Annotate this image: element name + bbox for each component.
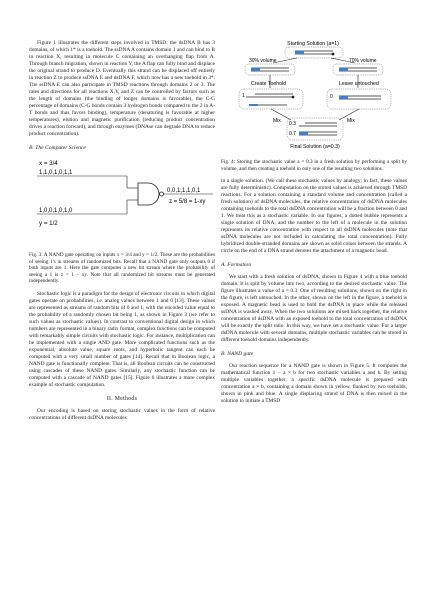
create-toehold-label: Create Toehold	[251, 81, 287, 87]
untouched-solution-value-0: 0	[330, 94, 333, 100]
paragraph-encoding: Our encoding is based on storing stochastic values in the form of relative concentrations of different dsDNA molecules	[29, 407, 215, 421]
split-right-toehold	[339, 68, 348, 71]
split-left-toehold	[251, 68, 260, 71]
final-value-07: 0.7	[289, 131, 296, 137]
mix-label-right: Mix	[347, 118, 355, 124]
nand-gate-symbol	[138, 183, 159, 205]
figure-3-caption: Fig. 3: A NAND gate operating on inputs x = 3/4 and y = 1/2. These are the probabilities of seeing 1's in streams of randomized bits. Recall that a NAND gate only outputs 0 if both inputs are 1. Here the gate computes a new bit stream where the probability of seeing a 1 is z = 1 − xy. Note that all randomized bit streams must be generated independently.	[29, 252, 215, 285]
left-column	[29, 40, 215, 422]
leave-untouched-label: Leave untouched	[339, 81, 379, 87]
mix-label-left: Mix	[273, 118, 281, 124]
paragraph-formation: We start with a fresh solution of dsDNA, shown in Figure 4 with a blue toehold domain. It is split by volume into two, according to the desired stochastic value. The figure illustrates a value of a = 0.3. One of resulting solutions, shown on the right in the figure, is left untouched. In the other, shown on the left in the figure, a toehold is exposed. A magnetic bead is used to hold the dsDNA in place while the released ssDNA is washed away. When the two solutions are mixed back together, the relative concentration of dsDNA with an exposed toehold to the total concentration of dsDNA will be exactly the split ratio. In this way, we have set a stochastic value. For a larger dsDNA molecule with several domains, multiple stochastic variables can be stored in different toehold domains independently.	[221, 274, 407, 344]
input-2-bitstream: 1,0,0,1,0,1,0	[39, 208, 73, 214]
paragraph-stochastic-values: in a single solution. (We call these stochastic values by analogy; in fact, these values are fully deterministic). Computation on the stored values is achieved through TMSD reactions. For a solution containing a standard volume and concentration (called a fresh solution) of dsDNA molecules, the relative concentration of dsDNA molecules containing toeholds to the total dsDNA concentration will be a fraction between 0 and 1. We treat this as a stochastic variable. In our figures, a dotted bubble represents a single solution of DNA, and the number to the left of a molecule in the solution represents its relative concentration with respect to all dsDNA molecules (note that ssDNA molecules are not included in calculating the total concentration). Fully hybridized double-stranded domains are shown as solid colors between the strands. A circle on the end of a DNA strand denotes the attachment of a magnetic bead.	[221, 178, 407, 255]
final-solution-label: Final Solution (a=0.3)	[290, 144, 340, 150]
paragraph-stochastic-logic: Stochastic logic is a paradigm for the design of electronic circuits in which digital gates operate on probabilities, i.e. analog values between 1 and 0 [13]. These values are represented as streams of random bits of 0 and 1, with the encoded value equal to the probability of a randomly chosen bit being 1, as shown in Figure 3 (we refer to such values as stochastic values). In contrast to conventional digital design in which numbers are represented in a binary radix format, complex functions can be computed with remarkably simple circuits with stochastic logic. For instance, multiplication can be implemented with a single AND gate. More complicated functions such as the exponential, absolute value, square roots, and hyperbolic tangent can each be computed with a very small number of gates [14]. Recall that in Boolean logic, a NAND gate is functionally complete. That is, all Boolean circuits can be constructed using cascades of these NAND gates. Similarly, any stochastic function can be computed with a cascade of NAND gates [15]. Figure 6 illustrates a more complex example of stochastic computation.	[29, 290, 215, 388]
output-z-label: z = 5/8 = 1-xy	[169, 199, 206, 205]
starting-solution-bubble	[285, 47, 343, 58]
final-intact-toehold	[299, 132, 308, 135]
toehold-solution-bubble	[239, 89, 303, 109]
figure-3-nand-gate	[29, 157, 215, 285]
figure-4-formation	[221, 40, 407, 172]
right-column	[221, 40, 407, 405]
subsection-heading-nand-gate: B. NAND gate	[221, 351, 254, 358]
input-x-label: x = 3/4	[39, 160, 58, 167]
figure-4-caption: Fig. 4: Storing the stochastic value a = 0.3 in a fresh solution by performing a split by volume, and then creating a toehold in only one of the resulting two solutions.	[221, 159, 407, 172]
untouched-toehold	[339, 96, 348, 99]
input-y-label: y = 1/2	[39, 220, 58, 227]
split-30-volume-label: 30% volume	[249, 58, 277, 64]
subsection-heading-computer-science: B. The Computer Science	[29, 145, 86, 151]
formation-diagram	[221, 40, 407, 152]
toehold-solution-value-1: 1	[242, 93, 245, 99]
final-value-03: 0.3	[289, 121, 296, 127]
output-bitstream: 0,0,1,1,1,0,1	[167, 188, 201, 194]
split-70-volume-label: 70% volume	[349, 58, 377, 64]
starting-solution-label: Starting Solution (a=1)	[287, 41, 339, 47]
subsection-heading-formation: A. Formation	[221, 262, 252, 269]
split-arrow-left	[273, 58, 297, 63]
paragraph-tmsd-steps: Figure 1 illustrates the different steps involved in TMSD: the dsDNA B has 3 domains, of which 1* is a toehold. The ssDNA A contains domain 1 and can bind to B in reaction X, resulting in molecule C containing an overhanging flap from A. Through branch migration, shown in reaction Y, the A flap can fully bind and displace the original strand to produce D. Eventually this strand can be displaced off entirely in reaction Z to produce ssDNA E and dsDNA F, which now has a new toehold in 3*. The ssDNA E can also participate in TMSD reactions through domains 2 or 3. The rates and directions for all reactions X,Y, and Z can be controlled by factors such as the length of domains (the binding of longer domains is favorable), the C-G percentage of domains (C-G bonds contain 3 hydrogen bonds compared to the 2 in A-T bonds and thus favors binding), temperature (denaturing is favorable at higher temperatures), elution and magnetic purification (reducing product concentration drives a reaction forward), and through enzymes (DNAse can degrade DNA to reduce product concentration).	[29, 40, 215, 137]
input-1-bitstream: 1,1,0,1,0,1,1	[39, 170, 73, 176]
start-toehold-domain	[295, 51, 304, 54]
nand-bubble	[160, 192, 164, 196]
section-heading-methods: II. Methods	[106, 395, 138, 402]
start-magnetic-bead	[332, 53, 335, 56]
toehold-molecule-bead	[292, 96, 295, 99]
nand-gate-diagram	[29, 157, 215, 245]
released-ssdna-domain	[249, 104, 258, 106]
paragraph-nand-gate: Our reaction sequence for a NAND gate is shown in Figure 5. It computes the mathematical function 1 − a × b for two stochastic variables a and b. By setting multiple variables together, a specific dsDNA molecule is prepared with concentration a × b, containing a domain shown in yellow, flanked by two toeholds, shown in pink and blue. A single displacing strand of DNA is then mixed in the solution to initiate a TMSD	[221, 363, 407, 405]
